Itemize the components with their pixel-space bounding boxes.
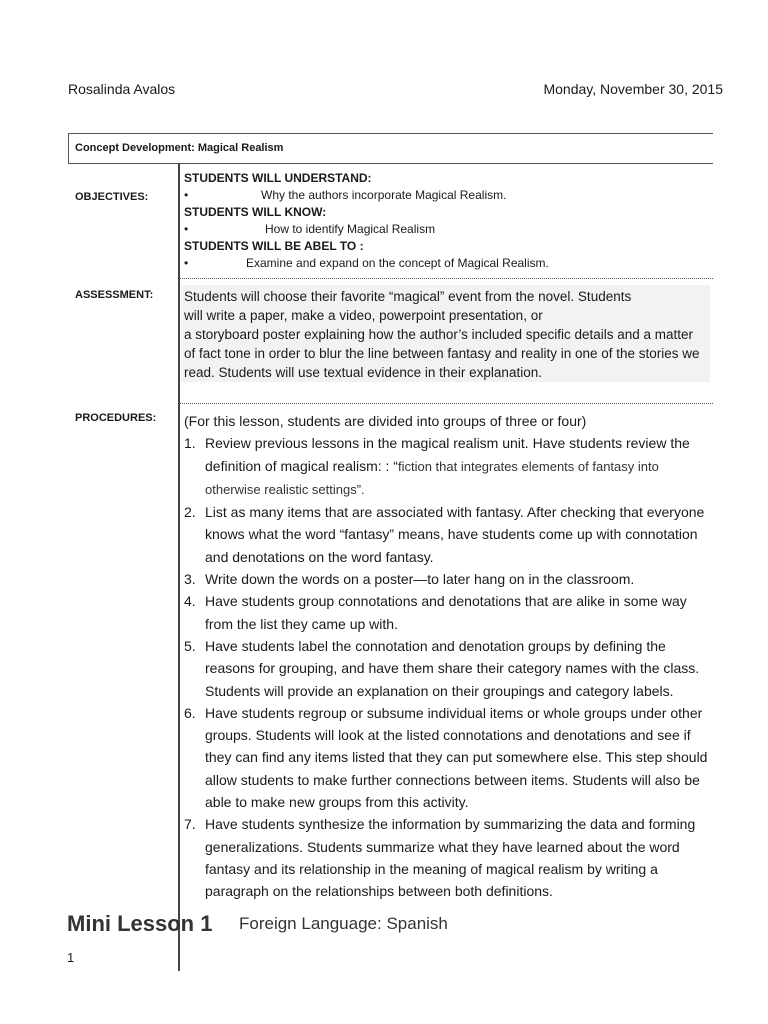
row-divider-concept (68, 163, 713, 164)
procedure-step (184, 501, 712, 568)
author-name: Rosalinda Avalos (68, 81, 176, 97)
step-text: Review previous lessons in the magical realism unit. Have students review the definition of magical realism: : “ (205, 435, 690, 474)
understand-item: • Why the authors incorporate Magical Realism. (184, 188, 507, 202)
procedures-intro: (For this lesson, students are divided into groups of three or four) (184, 413, 587, 429)
assessment-line-1: Students will choose their favorite “magical” event from the novel. Students (184, 289, 632, 304)
step-number: 2. (184, 504, 196, 521)
table-top-border (68, 133, 713, 134)
table-column-divider (178, 163, 180, 971)
step-number: 3. (184, 571, 196, 588)
procedures-label: PROCEDURES: (75, 412, 157, 424)
procedure-step (184, 813, 712, 902)
step-text: List as many items that are associated with fantasy. After checking that everyone knows what the word “fantasy” means, have students come up with connotation and denotations on the word fantasy. (205, 504, 705, 565)
step-number: 5. (184, 637, 196, 654)
footer-title: Mini Lesson 1 (67, 911, 213, 936)
know-heading: STUDENTS WILL KNOW: (184, 205, 327, 219)
know-item: • How to identify Magical Realism (184, 222, 436, 236)
assessment-line-2: will write a paper, make a video, powerpoint presentation, or (184, 308, 543, 323)
procedure-step (184, 432, 712, 501)
procedure-step (184, 702, 712, 813)
procedure-step (184, 635, 712, 702)
page-number: 1 (67, 950, 75, 965)
step-number: 7. (184, 816, 196, 833)
row-divider-objectives (180, 278, 713, 279)
know-item-text: How to identify Magical Realism (265, 222, 436, 236)
step-text: Have students synthesize the information by summarizing the data and forming generalizations. Students summarize what they have learned about the word fantasy and its relationship in the meaning of magical realism by writing a paragraph on the relationships between both definitions. (205, 816, 696, 900)
understand-item-text: Why the authors incorporate Magical Realism. (261, 188, 507, 202)
assessment-line-3: a storyboard poster explaining how the author’s included specific details and a matter of fact tone in order to blur the line between fantasy and reality in one of the stories we read. Students will use textual evidence in their explanation. (184, 327, 700, 380)
concept-title: Concept Development: Magical Realism (75, 142, 284, 154)
step-number: 1. (184, 435, 196, 452)
step-number: 6. (184, 704, 196, 721)
procedures-content (184, 410, 712, 903)
able-item-text: Examine and expand on the concept of Magical Realism. (246, 256, 549, 270)
step-text: Have students group connotations and denotations that are alike in some way from the list they came up with. (205, 593, 687, 632)
footer-subtitle: Foreign Language: Spanish (239, 914, 448, 933)
procedures-list (184, 432, 712, 902)
assessment-label: ASSESSMENT: (75, 289, 154, 301)
row-divider-assessment (180, 403, 713, 404)
step-text: Have students regroup or subsume individual items or whole groups under other groups. Students will look at the listed connotations and denotations and see if they can find any items listed that they can put somewhere else. This step should allow students to make further connections between items. Students will also be able to make new groups from this activity. (205, 704, 708, 811)
objectives-label: OBJECTIVES: (75, 191, 149, 203)
step-number: 4. (184, 593, 196, 610)
able-item: • Examine and expand on the concept of Magical Realism. (184, 256, 549, 270)
procedure-step (184, 568, 712, 590)
table-left-border (68, 133, 69, 163)
assessment-content (181, 285, 710, 382)
definition-quote: fiction that integrates elements of fantasy into otherwise realistic settings”. (205, 458, 659, 497)
able-heading: STUDENTS WILL BE ABEL TO : (184, 239, 364, 253)
step-text: Have students label the connotation and denotation groups by defining the reasons for grouping, and have them share their category names with the class. Students will provide an explanation on their groupings and category labels. (205, 637, 700, 699)
objectives-content (184, 170, 709, 272)
lesson-date: Monday, November 30, 2015 (543, 81, 723, 97)
step-text: Write down the words on a poster—to later hang on in the classroom. (205, 571, 635, 588)
procedure-step (184, 590, 712, 635)
understand-heading: STUDENTS WILL UNDERSTAND: (184, 171, 372, 185)
